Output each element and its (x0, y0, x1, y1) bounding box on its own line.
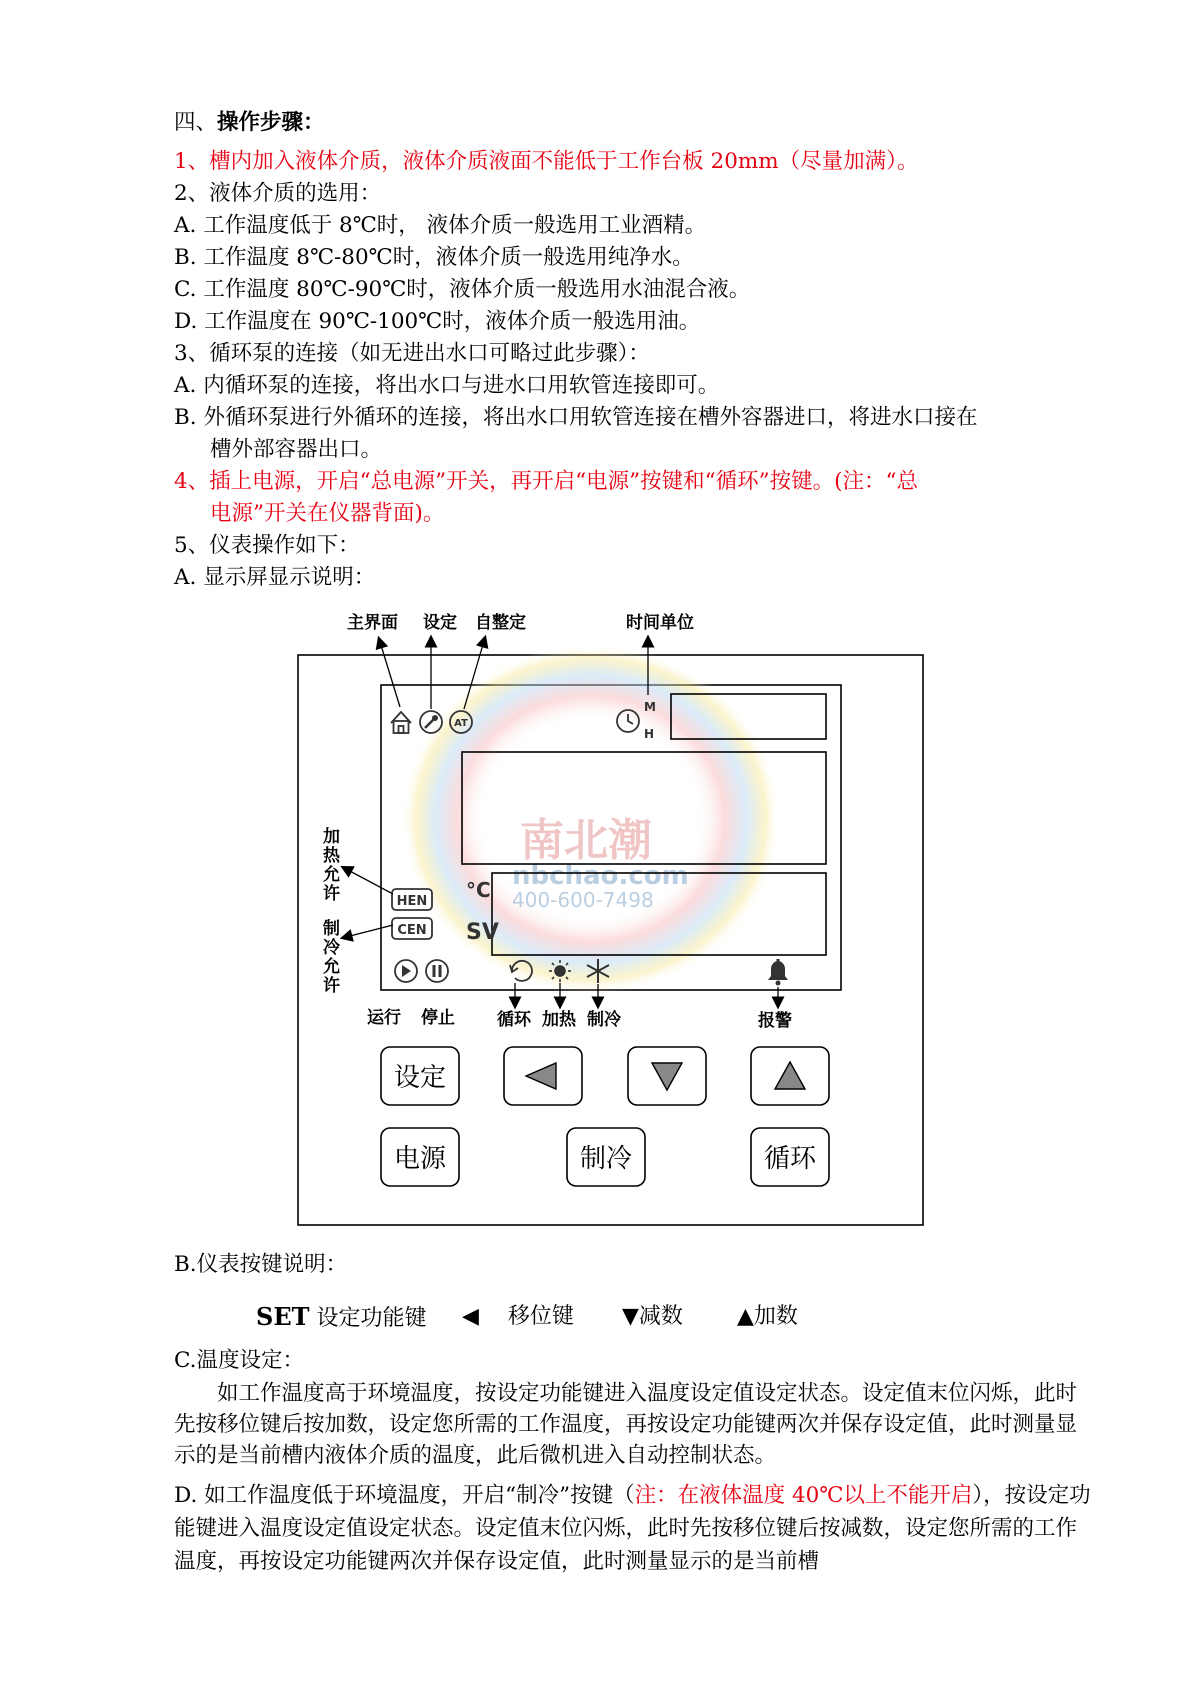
step-3a: A. 内循环泵的连接，将出水口与进水口用软管连接即可。 (174, 373, 720, 398)
step-5: 5、仪表操作如下： (174, 533, 360, 558)
step-3: 3、循环泵的连接（如无进出水口可略过此步骤）： (174, 341, 650, 366)
set-key-button[interactable] (381, 1047, 459, 1105)
para-d-warning: 注：在液体温度 40℃以上不能开启 (634, 1483, 973, 1508)
step-2c: C. 工作温度 80℃-90℃时，液体介质一般选用水油混合液。 (174, 277, 751, 302)
label-heat-allow (323, 826, 341, 904)
power-key-button[interactable] (381, 1128, 459, 1186)
step-4-cont: 电源”开关在仪器背面)。 (210, 501, 445, 526)
cool-allow-label-char: 允 (323, 957, 340, 977)
down-arrow-glyph-icon: ▼ (622, 1304, 639, 1329)
heat-allow-label-char: 热 (323, 846, 340, 866)
step-2d: D. 工作温度在 90℃-100℃时，液体介质一般选用油。 (174, 309, 701, 334)
label-home: 主界面 (347, 613, 398, 633)
cen-indicator (392, 918, 432, 939)
step-5a: A. 显示屏显示说明： (174, 565, 376, 590)
hen-indicator (392, 889, 432, 910)
step-3b-cont: 槽外部容器出口。 (210, 437, 383, 462)
left-arrow-glyph-icon: ◀ (462, 1304, 479, 1329)
step-2: 2、液体介质的选用： (174, 181, 382, 206)
heat-allow-label-char: 允 (323, 865, 340, 885)
step-2b: B. 工作温度 8℃-80℃时，液体介质一般选用纯净水。 (174, 245, 694, 270)
legend-down (622, 1302, 683, 1332)
watermark-site: nbchao.com (512, 861, 689, 891)
sv-indicator: SV (466, 920, 499, 945)
at-text: AT (454, 718, 468, 729)
cool-allow-label-char: 冷 (323, 938, 340, 958)
left-key-button[interactable] (504, 1047, 582, 1105)
legend-up (737, 1302, 798, 1332)
svg-text:HEN: HEN (396, 894, 428, 909)
cycle-key-button[interactable] (751, 1128, 829, 1186)
svg-text:循环: 循环 (763, 1144, 817, 1174)
legend-up-desc: 加数 (753, 1304, 798, 1329)
section-heading (174, 108, 325, 138)
heading-prefix: 四、 (174, 110, 218, 135)
temp-setting-c-paragraph: 如工作温度高于环境温度，按设定功能键进入温度设定值设定状态。设定值末位闪烁，此时先按移位键后按加数，设定您所需的工作温度，再按设定功能键两次并保存设定值，此时测量显示的是当前槽内液体介质的温度，此后微机进入自动控制状态。 (174, 1381, 1078, 1468)
label-cycle: 循环 (497, 1010, 531, 1030)
label-heat: 加热 (542, 1010, 576, 1030)
h-indicator: H (644, 727, 655, 741)
control-panel-diagram (290, 607, 930, 1247)
up-key-button[interactable] (751, 1047, 829, 1105)
cool-allow-label-char: 制 (323, 919, 340, 939)
step-2a: A. 工作温度低于 8℃时， 液体介质一般选用工业酒精。 (174, 213, 707, 238)
up-arrow-glyph-icon: ▲ (737, 1304, 754, 1329)
cool-key-button[interactable] (567, 1128, 645, 1186)
watermark (401, 644, 781, 994)
label-time-unit: 时间单位 (626, 613, 694, 633)
para-d-pre: D. 如工作温度低于环境温度，开启“制冷”按键（ (174, 1483, 635, 1508)
label-settings: 设定 (423, 613, 457, 633)
legend-set-label: SET (256, 1302, 310, 1331)
svg-text:设定: 设定 (393, 1063, 447, 1093)
svg-text:CEN: CEN (397, 923, 427, 938)
label-cool-allow (323, 918, 341, 996)
heat-allow-label-char: 加 (323, 827, 340, 847)
label-cool: 制冷 (587, 1010, 621, 1030)
legend-down-desc: 减数 (638, 1304, 683, 1329)
celsius-indicator: °C (466, 878, 491, 902)
svg-text:电源: 电源 (393, 1144, 447, 1174)
legend-set (256, 1302, 427, 1334)
key-legend-title: B.仪表按键说明： (174, 1252, 348, 1277)
step-4: 4、插上电源，开启“总电源”开关，再开启“电源”按键和“循环”按键。(注：“总 (174, 469, 919, 494)
m-indicator: M (644, 700, 656, 714)
down-key-button[interactable] (628, 1047, 706, 1105)
temp-setting-title: C.温度设定： (174, 1348, 305, 1373)
label-alarm: 报警 (758, 1011, 792, 1031)
cool-allow-label-char: 许 (323, 976, 340, 996)
legend-left (462, 1302, 574, 1332)
watermark-logo: 南北潮 (520, 815, 652, 866)
para-d-post: ），按设定功能键进入温度设定值设定状态。设定值末位闪烁，此时先按移位键后按减数，设定您所需的工作温度，再按设定功能键两次并保存设定值，此时测量显示的是当前槽 (174, 1483, 1091, 1574)
label-run: 运行 (367, 1008, 401, 1028)
legend-left-desc: 移位键 (507, 1304, 574, 1329)
label-autotune: 自整定 (475, 613, 526, 633)
watermark-phone: 400-600-7498 (512, 888, 654, 912)
heat-allow-label-char: 许 (323, 884, 340, 904)
step-1: 1、槽内加入液体介质，液体介质液面不能低于工作台板 20mm（尽量加满）。 (174, 149, 919, 174)
svg-text:制冷: 制冷 (579, 1144, 633, 1174)
legend-set-desc: 设定功能键 (316, 1306, 427, 1331)
step-3b: B. 外循环泵进行外循环的连接，将出水口用软管连接在槽外容器进口，将进水口接在 (174, 405, 978, 430)
heading-text: 操作步骤： (217, 110, 325, 135)
label-stop: 停止 (421, 1008, 455, 1028)
temp-setting-d-paragraph (174, 1479, 1092, 1578)
